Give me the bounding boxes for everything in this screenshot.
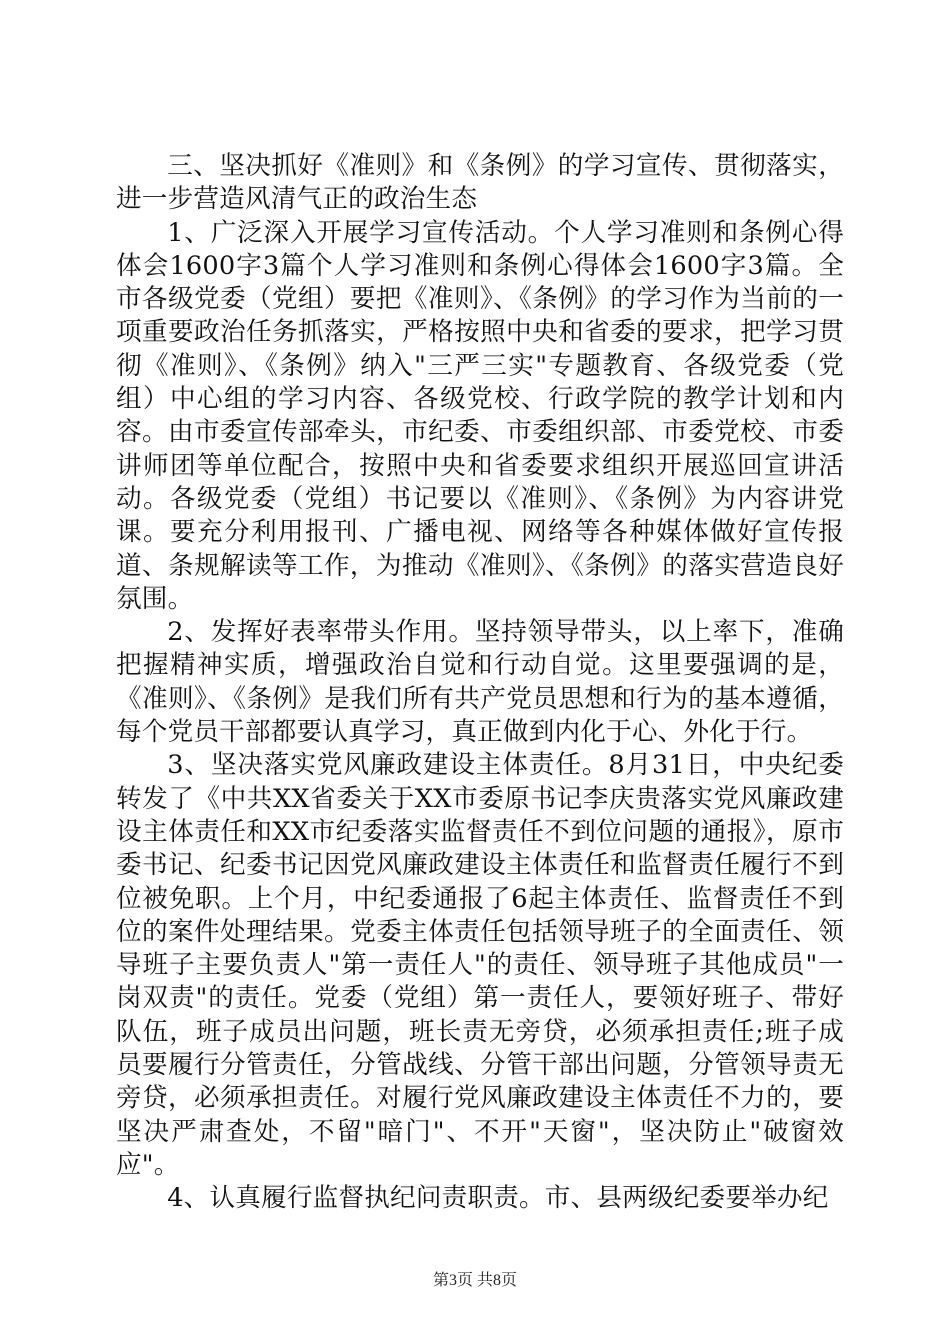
paragraph-3: 3、坚决落实党风廉政建设主体责任。8月31日，中央纪委转发了《中共XX省委关于XX市委原书记李庆贵落实党风廉政建设主体责任和XX市纪委落实监督责任不到位问题的通报》，原市委书记、纪委书记因党风廉政建设主体责任和监督责任履行不到位被免职。上个月，中纪委通报了6起主体责任、监督责任不到位的案件处理结果。党委主体责任包括领导班子的全面责任、领导班子主要负责人"第一责任人"的责任、领导班子其他成员"一岗双责"的责任。党委（党组）第一责任人，要领好班子、带好队伍，班子成员出问题，班长责无旁贷，必须承担责任;班子成员要履行分管责任，分管战线、分管干部出问题，分管领导责无旁贷，必须承担责任。对履行党风廉政建设主体责任不力的，要坚决严肃查处，不留"暗门"、不开"天窗"，坚决防止"破窗效应"。 — [116, 750, 844, 1180]
paragraph-1: 1、广泛深入开展学习宣传活动。个人学习准则和条例心得体会1600字3篇个人学习准则和条例心得体会1600字3篇。全市各级党委（党组）要把《准则》、《条例》的学习作为当前的一项重要政治任务抓落实，严格按照中央和省委的要求，把学习贯彻《准则》、《条例》纳入"三严三实"专题教育、各级党委（党组）中心组的学习内容、各级党校、行政学院的教学计划和内容。由市委宣传部牵头，市纪委、市委组织部、市委党校、市委讲师团等单位配合，按照中央和省委要求组织开展巡回宣讲活动。各级党委（党组）书记要以《准则》、《条例》为内容讲党课。要充分利用报刊、广播电视、网络等各种媒体做好宣传报道、条规解读等工作，为推动《准则》、《条例》的落实营造良好氛围。 — [116, 217, 844, 614]
paragraph-4: 4、认真履行监督执纪问责职责。市、县两级纪委要举办纪 — [167, 1183, 829, 1214]
paragraph-2: 2、发挥好表率带头作用。坚持领导带头，以上率下，准确把握精神实质，增强政治自觉和行动自觉。这里要强调的是，《准则》、《条例》是我们所有共产党员思想和行为的基本遵循，每个党员干部都要认真学习，真正做到内化于心、外化于行。 — [116, 617, 844, 748]
document-body — [116, 150, 844, 1216]
section-heading: 三、坚决抓好《准则》和《条例》的学习宣传、贯彻落实，进一步营造风清气正的政治生态 — [116, 151, 844, 215]
page-footer: 第3页 共8页 — [432, 1272, 517, 1289]
